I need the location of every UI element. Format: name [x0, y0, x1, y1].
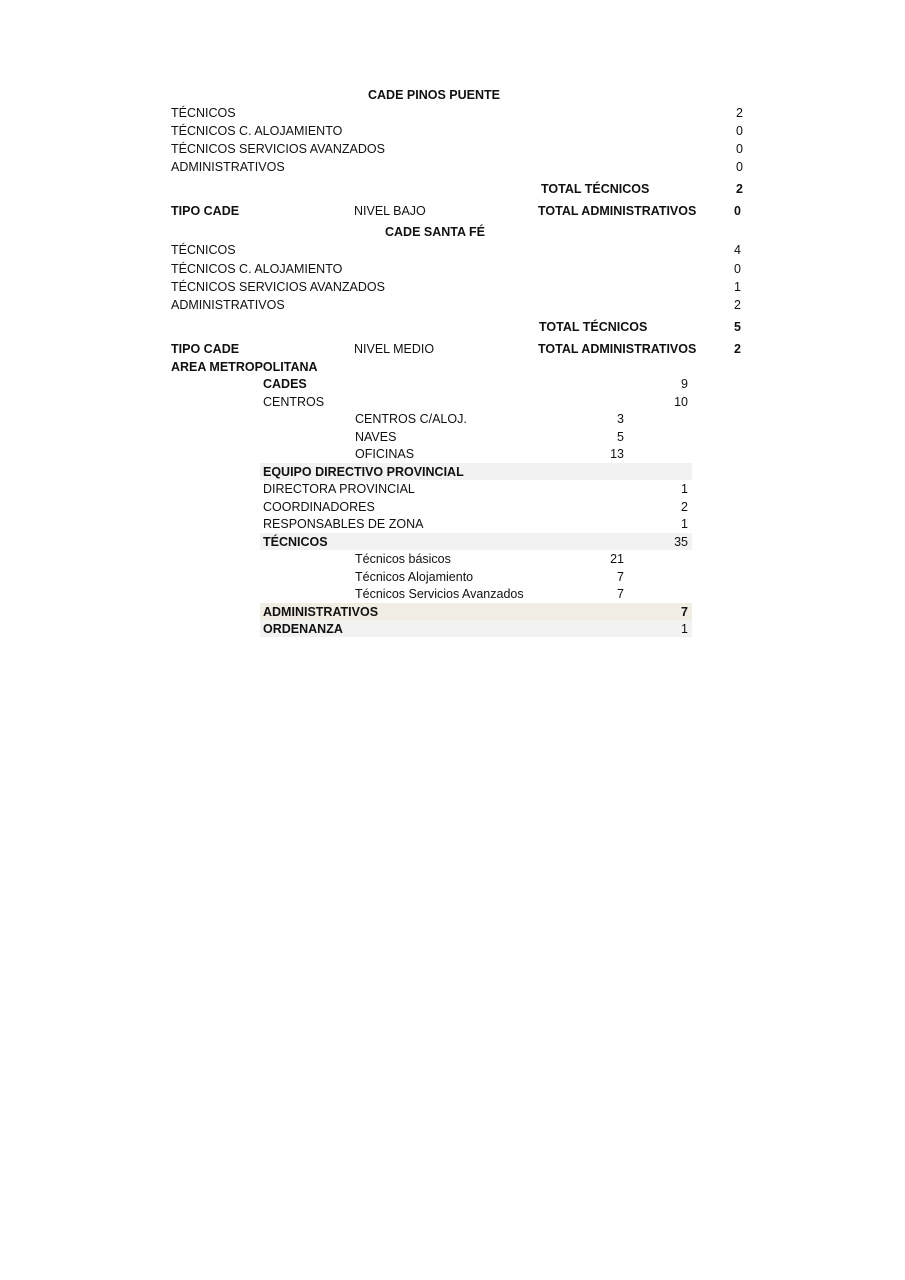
sub-tecnicos-value: 7: [617, 587, 624, 601]
row-value: 1: [734, 280, 741, 294]
row-label: ADMINISTRATIVOS: [171, 160, 285, 174]
sub-centros-label: CENTROS C/ALOJ.: [355, 412, 467, 426]
total-administrativos-value: 2: [734, 342, 741, 356]
total-tecnicos-value: 5: [734, 320, 741, 334]
equipo-row-value: 1: [681, 482, 688, 496]
centros-value: 10: [674, 395, 688, 409]
total-tecnicos-label: TOTAL TÉCNICOS: [541, 182, 650, 196]
equipo-row-label: DIRECTORA PROVINCIAL: [263, 482, 415, 496]
cades-value: 9: [681, 377, 688, 391]
row-value: 0: [734, 262, 741, 276]
sub-centros-label: OFICINAS: [355, 447, 415, 461]
total-administrativos-value: 0: [734, 204, 741, 218]
row-label: TÉCNICOS C. ALOJAMIENTO: [171, 124, 343, 138]
tecnicos-value: 35: [674, 535, 688, 549]
nivel-label: NIVEL MEDIO: [354, 342, 435, 356]
sub-centros-value: 13: [610, 447, 624, 461]
sub-tecnicos-value: 21: [610, 552, 624, 566]
tipo-cade-label: TIPO CADE: [171, 204, 240, 218]
row-value: 2: [734, 298, 741, 312]
equipo-directivo-label: EQUIPO DIRECTIVO PROVINCIAL: [263, 465, 464, 479]
tecnicos-label: TÉCNICOS: [263, 535, 328, 549]
row-value: 0: [736, 160, 743, 174]
tipo-cade-label: TIPO CADE: [171, 342, 240, 356]
nivel-label: NIVEL BAJO: [354, 204, 426, 218]
ordenanza-value: 1: [681, 622, 688, 636]
administrativos-value: 7: [681, 605, 688, 619]
row-value: 4: [734, 243, 741, 257]
sub-tecnicos-value: 7: [617, 570, 624, 584]
row-label: TÉCNICOS: [171, 106, 236, 120]
row-value: 0: [736, 124, 743, 138]
sub-tecnicos-label: Técnicos básicos: [355, 552, 451, 566]
equipo-row-label: COORDINADORES: [263, 500, 375, 514]
sub-centros-label: NAVES: [355, 430, 397, 444]
row-label: TÉCNICOS SERVICIOS AVANZADOS: [171, 280, 385, 294]
total-tecnicos-value: 2: [736, 182, 743, 196]
equipo-row-value: 2: [681, 500, 688, 514]
row-label: TÉCNICOS C. ALOJAMIENTO: [171, 262, 343, 276]
cades-label: CADES: [263, 377, 307, 391]
row-label: TÉCNICOS: [171, 243, 236, 257]
section-title-pinos-puente: CADE PINOS PUENTE: [368, 88, 500, 102]
equipo-row-label: RESPONSABLES DE ZONA: [263, 517, 424, 531]
sub-centros-value: 3: [617, 412, 624, 426]
sub-centros-value: 5: [617, 430, 624, 444]
sub-tecnicos-label: Técnicos Alojamiento: [355, 570, 474, 584]
total-administrativos-label: TOTAL ADMINISTRATIVOS: [538, 204, 697, 218]
area-metropolitana-title: AREA METROPOLITANA: [171, 360, 318, 374]
ordenanza-label: ORDENANZA: [263, 622, 343, 636]
row-label: TÉCNICOS SERVICIOS AVANZADOS: [171, 142, 385, 156]
row-label: ADMINISTRATIVOS: [171, 298, 285, 312]
row-value: 2: [736, 106, 743, 120]
total-administrativos-label: TOTAL ADMINISTRATIVOS: [538, 342, 697, 356]
centros-label: CENTROS: [263, 395, 325, 409]
section-title-santa-fe: CADE SANTA FÉ: [385, 225, 485, 239]
equipo-row-value: 1: [681, 517, 688, 531]
total-tecnicos-label: TOTAL TÉCNICOS: [539, 320, 648, 334]
sub-tecnicos-label: Técnicos Servicios Avanzados: [355, 587, 524, 601]
administrativos-label: ADMINISTRATIVOS: [263, 605, 379, 619]
row-value: 0: [736, 142, 743, 156]
